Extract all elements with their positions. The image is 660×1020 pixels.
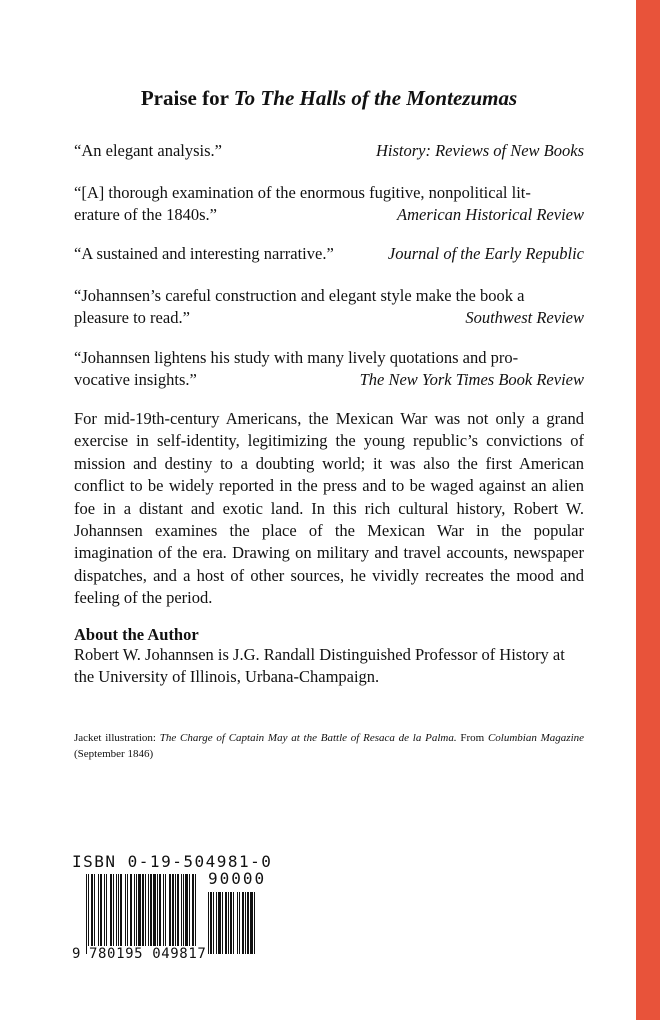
ean-digits: 780195 049817 <box>89 946 207 962</box>
quote-3: “A sustained and interesting narrative.” Journal of the Early Republic <box>74 244 584 263</box>
barcode <box>72 852 312 972</box>
quote-2: “[A] thorough examination of the enormous fugitive, nonpolitical lit- erature of the 1840s.” American Historical Review <box>74 183 584 224</box>
about-author-heading: About the Author <box>74 625 199 644</box>
about-author-text: Robert W. Johannsen is J.G. Randall Distinguished Professor of History at the University of Illinois, Urbana-Champaign. <box>74 645 565 687</box>
addon-code: 90000 <box>208 869 267 888</box>
praise-title: Praise for To The Halls of the Montezumas <box>140 86 518 110</box>
quote-4: “Johannsen’s careful construction and elegant style make the book a pleasure to read.” Southwest Review <box>74 286 584 327</box>
isbn-label: ISBN 0-19-504981-0 <box>72 852 273 871</box>
book-description: For mid-19th-century Americans, the Mexican War was not only a grand exercise in self-identity, legitimizing the young republic’s convictions of mission and destiny to a doubting world; it was also the first American conflict to be widely reported in the press and to be waged against an alien foe in a distant and exotic land. In this rich cultural history, Robert W. Johannsen examines the place of the Mexican War in the popular imagination of the era. Drawing on military and travel accounts, newspaper dispatches, and a host of other sources, he vividly recreates the mood and feeling of the period. <box>74 409 584 608</box>
spine-color-band <box>636 0 660 1020</box>
quote-source: American Historical Review <box>397 205 584 224</box>
quote-5: “Johannsen lightens his study with many lively quotations and pro- vocative insights.” The New York Times Book Review <box>74 348 584 389</box>
quote-source: History: Reviews of New Books <box>375 141 584 160</box>
quote-source: The New York Times Book Review <box>359 370 584 389</box>
ean-barcode-bars <box>86 874 206 954</box>
quote-source: Southwest Review <box>465 308 584 327</box>
quote-1: “An elegant analysis.” History: Reviews of New Books <box>74 141 584 160</box>
addon-barcode-bars <box>208 892 294 954</box>
book-title: To The Halls of the Montezumas <box>233 86 518 110</box>
ean-first-digit: 9 <box>72 946 81 962</box>
quote-source: Journal of the Early Republic <box>387 244 584 263</box>
jacket-illustration-credit: Jacket illustration: The Charge of Captain May at the Battle of Resaca de la Palma. From Columbian Magazine (September 1846) <box>74 732 585 760</box>
